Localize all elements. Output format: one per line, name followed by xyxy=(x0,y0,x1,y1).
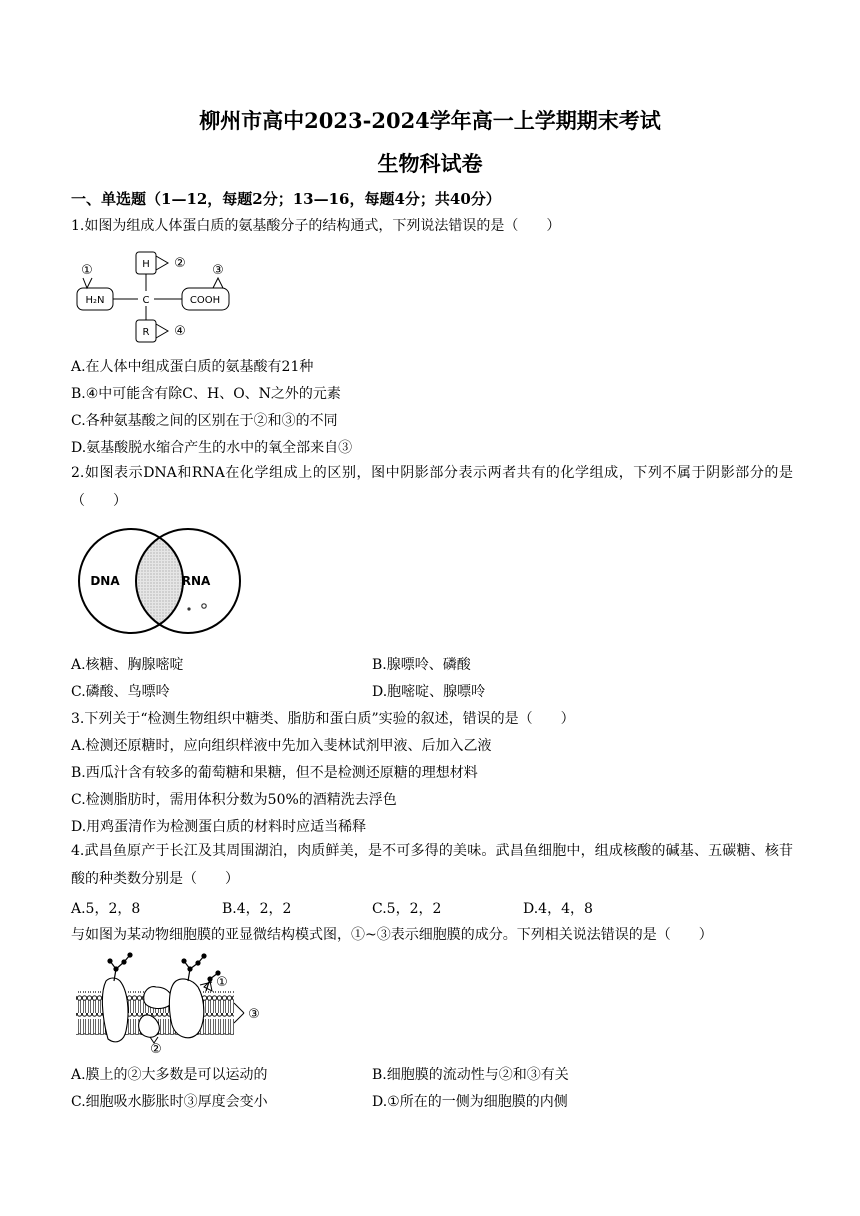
protein-peripheral xyxy=(144,987,172,1009)
q5-stem: 与如图为某动物细胞膜的亚显微结构模式图，①~③表示细胞膜的成分。下列相关说法错误的是（ ） xyxy=(71,927,713,943)
q1-option-c: C.各种氨基酸之间的区别在于②和③的不同 xyxy=(71,413,338,429)
marker-1: ① xyxy=(216,975,228,990)
h-label: H xyxy=(142,259,150,270)
exam-subtitle: 生物科试卷 xyxy=(377,151,483,176)
dna-label: DNA xyxy=(90,574,120,588)
q2-option-b: B.腺嘌呤、磷酸 xyxy=(372,657,471,673)
glycoprotein-chains xyxy=(108,953,220,991)
exam-title: 柳州市高中2023-2024学年高一上学期期末考试 xyxy=(199,108,661,133)
q4-option-b: B.4，2，2 xyxy=(222,901,292,917)
q1-option-b: B.④中可能含有除C、H、O、N之外的元素 xyxy=(71,386,341,402)
section-heading: 一、单选题（1—12，每题2分；13—16，每题4分；共40分） xyxy=(71,190,501,208)
marker-2: ② xyxy=(150,1042,162,1056)
q4-stem: 4.武昌鱼原产于长江及其周围湖泊，肉质鲜美，是不可多得的美味。武昌鱼细胞中，组成核酸的碱基、五碳糖、核苷酸的种类数分别是（ ） xyxy=(71,843,793,887)
marker-4: ④ xyxy=(174,324,186,339)
q3-stem: 3.下列关于“检测生物组织中糖类、脂肪和蛋白质”实验的叙述，错误的是（ ） xyxy=(71,711,575,727)
cooh-label: COOH xyxy=(189,295,221,306)
cell-membrane-figure xyxy=(72,951,267,1056)
protein-left xyxy=(102,978,128,1042)
h2n-label: H₂N xyxy=(85,295,105,306)
dna-rna-venn-figure xyxy=(72,525,250,637)
q3-option-b: B.西瓜汁含有较多的葡萄糖和果糖，但不是检测还原糖的理想材料 xyxy=(71,765,478,781)
q1-stem: 1.如图为组成人体蛋白质的氨基酸分子的结构通式，下列说法错误的是（ ） xyxy=(71,218,561,234)
q2-option-d: D.胞嘧啶、腺嘌呤 xyxy=(372,684,486,700)
q4-option-d: D.4，4，8 xyxy=(523,901,593,917)
marker-3: ③ xyxy=(248,1007,260,1022)
q4-option-a: A.5，2，8 xyxy=(71,901,141,917)
q5-option-a: A.膜上的②大多数是可以运动的 xyxy=(71,1067,268,1083)
protein-right xyxy=(169,979,203,1038)
q1-option-d: D.氨基酸脱水缩合产生的水中的氧全部来自③ xyxy=(71,440,353,456)
q2-option-a: A.核糖、胸腺嘧啶 xyxy=(71,657,184,673)
q5-option-c: C.细胞吸水膨胀时③厚度会变小 xyxy=(71,1094,268,1110)
q1-option-a: A.在人体中组成蛋白质的氨基酸有21种 xyxy=(71,359,314,375)
q3-option-c: C.检测脂肪时，需用体积分数为50%的酒精洗去浮色 xyxy=(71,792,397,808)
q3-option-a: A.检测还原糖时，应向组织样液中先加入斐林试剂甲液、后加入乙液 xyxy=(71,738,492,754)
q2-option-c: C.磷酸、鸟嘌呤 xyxy=(71,684,170,700)
alpha-carbon-label: C xyxy=(142,295,150,306)
marker-1: ① xyxy=(81,263,93,278)
amino-acid-structure-figure xyxy=(72,244,272,344)
q5-option-d: D.①所在的一侧为细胞膜的内侧 xyxy=(372,1094,568,1110)
rna-label: RNA xyxy=(181,574,211,588)
q4-option-c: C.5，2，2 xyxy=(372,901,442,917)
r-label: R xyxy=(142,327,150,338)
marker-2: ② xyxy=(174,256,186,271)
q5-option-b: B.细胞膜的流动性与②和③有关 xyxy=(372,1067,569,1083)
marker-3: ③ xyxy=(212,263,224,278)
q3-option-d: D.用鸡蛋清作为检测蛋白质的材料时应适当稀释 xyxy=(71,819,367,835)
q2-stem: 2.如图表示DNA和RNA在化学组成上的区别，图中阴影部分表示两者共有的化学组成，下列不属于阴影部分的是（ ） xyxy=(71,465,793,509)
